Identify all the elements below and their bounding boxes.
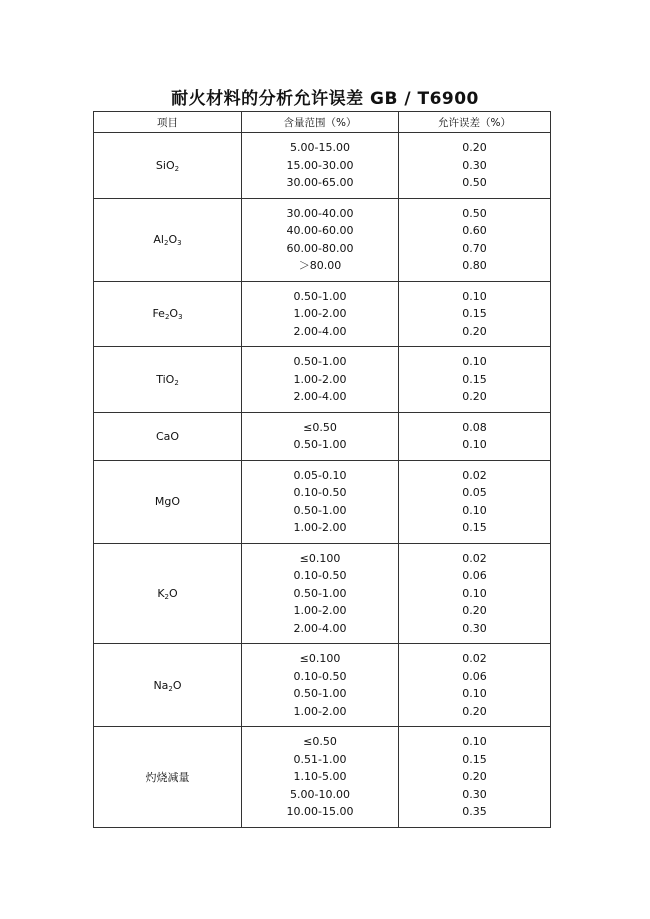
item-name-part: Na	[153, 678, 169, 692]
range-value: ≤0.50	[303, 735, 337, 748]
table-row	[94, 543, 551, 644]
tolerance-value: 0.10	[462, 735, 487, 748]
range-cell	[242, 727, 399, 828]
tolerance-value: 0.15	[462, 307, 487, 320]
item-name-part: K	[157, 586, 165, 600]
column-header-item: 项目	[94, 112, 242, 133]
range-value: 15.00-30.00	[286, 158, 354, 172]
range-value: 0.10-0.50	[293, 569, 347, 582]
item-cell	[94, 281, 242, 347]
item-name-part: Al	[153, 233, 164, 246]
range-value: 0.50-1.00	[293, 438, 347, 451]
range-value: 2.00-4.00	[293, 621, 347, 635]
tolerance-value: 0.02	[462, 652, 487, 665]
tolerance-cell	[399, 543, 551, 644]
range-value: 2.00-4.00	[293, 324, 347, 338]
range-cell	[242, 133, 399, 199]
column-header-range: 含量范围（%）	[242, 112, 399, 133]
range-value: 1.10-5.00	[293, 770, 347, 783]
item-name-part: 3	[177, 239, 182, 247]
tolerance-value: 0.80	[462, 259, 487, 272]
range-value: 0.51-1.00	[293, 752, 347, 766]
range-value: 1.00-2.00	[293, 604, 347, 617]
item-cell	[94, 412, 242, 460]
item-name-part: 2	[174, 378, 179, 387]
table-row	[94, 198, 551, 281]
tolerance-cell	[399, 198, 551, 281]
item-cell	[94, 543, 242, 644]
tolerance-cell	[399, 133, 551, 199]
range-value: 0.50-1.00	[293, 687, 347, 700]
tolerance-value: 0.50	[462, 176, 487, 189]
item-name-part: 2	[168, 684, 173, 693]
item-cell	[94, 644, 242, 727]
range-value: 0.50-1.00	[293, 586, 347, 600]
page-title: 耐火材料的分析允许误差 GB / T6900	[171, 89, 479, 109]
item-cell	[94, 198, 242, 281]
table-row	[94, 347, 551, 413]
range-value: 30.00-65.00	[286, 176, 354, 189]
item-name-part: O	[168, 233, 178, 246]
item-name-part: O	[169, 307, 179, 321]
tolerance-value: 0.60	[462, 224, 487, 237]
tolerance-value: 0.06	[462, 669, 487, 683]
item-name-part: 3	[178, 313, 183, 322]
tolerance-value: 0.15	[462, 372, 487, 386]
range-cell	[242, 198, 399, 281]
item-name-part: O	[172, 678, 182, 692]
item-cell	[94, 347, 242, 413]
tolerance-table	[93, 111, 551, 828]
table-row	[94, 727, 551, 828]
item-cell	[94, 133, 242, 199]
range-value: 0.50-1.00	[293, 503, 347, 517]
tolerance-value: 0.15	[462, 752, 487, 766]
tolerance-value: 0.02	[462, 468, 487, 482]
item-name-part: 2	[174, 164, 180, 173]
range-value: 0.05-0.10	[293, 468, 347, 482]
tolerance-value: 0.06	[462, 569, 487, 582]
tolerance-value: 0.08	[462, 420, 487, 434]
item-name-part: 2	[163, 239, 169, 247]
range-value: 0.50-1.00	[293, 289, 347, 303]
range-value: 1.00-2.00	[293, 704, 347, 718]
range-value: 0.10-0.50	[293, 486, 347, 499]
column-header-tolerance: 允许误差（%）	[399, 112, 551, 133]
tolerance-cell	[399, 644, 551, 727]
table-body	[94, 133, 551, 828]
item-name-part: SiO	[155, 158, 175, 172]
tolerance-value: 0.20	[462, 770, 487, 783]
tolerance-value: 0.30	[462, 787, 487, 801]
table-header-row	[94, 112, 551, 133]
range-value: 1.00-2.00	[293, 521, 347, 534]
tolerance-value: 0.20	[462, 704, 487, 718]
item-name-part: CaO	[155, 429, 180, 443]
range-cell	[242, 543, 399, 644]
range-value: ≤0.50	[303, 420, 337, 434]
range-value: 2.00-4.00	[293, 390, 347, 403]
tolerance-value: 0.20	[462, 604, 487, 617]
tolerance-value: 0.02	[462, 551, 487, 565]
tolerance-value: 0.20	[462, 141, 487, 154]
range-value: 30.00-40.00	[286, 206, 354, 220]
item-name-part: 2	[164, 313, 170, 322]
item-cell	[94, 460, 242, 543]
tolerance-value: 0.30	[462, 621, 487, 635]
range-value: 60.00-80.00	[286, 241, 354, 255]
tolerance-cell	[399, 347, 551, 413]
table-row	[94, 133, 551, 199]
tolerance-value: 0.35	[462, 805, 487, 818]
range-value: 0.10-0.50	[293, 669, 347, 683]
range-cell	[242, 460, 399, 543]
item-name-part: MgO	[154, 495, 181, 508]
range-value: ≤0.100	[299, 652, 341, 665]
table-row	[94, 460, 551, 543]
table-row	[94, 412, 551, 460]
range-cell	[242, 644, 399, 727]
tolerance-value: 0.20	[462, 324, 487, 338]
range-value: 5.00-15.00	[290, 141, 350, 154]
table-row	[94, 281, 551, 347]
range-value: ＞80.00	[298, 259, 342, 272]
table-row	[94, 644, 551, 727]
range-value: 10.00-15.00	[286, 805, 354, 818]
range-cell	[242, 412, 399, 460]
tolerance-value: 0.20	[462, 390, 487, 403]
tolerance-value: 0.05	[462, 486, 487, 499]
tolerance-value: 0.10	[462, 503, 487, 517]
tolerance-cell	[399, 460, 551, 543]
item-name-part: O	[169, 586, 178, 600]
item-cell	[94, 727, 242, 828]
item-name-part: 2	[164, 592, 169, 601]
tolerance-value: 0.15	[462, 521, 487, 534]
item-name-part: Fe	[152, 307, 165, 321]
tolerance-value: 0.10	[462, 355, 487, 368]
range-value: 1.00-2.00	[293, 372, 347, 386]
range-cell	[242, 347, 399, 413]
tolerance-cell	[399, 727, 551, 828]
range-value: 1.00-2.00	[293, 307, 347, 320]
range-value: 40.00-60.00	[286, 224, 354, 237]
item-name-part: TiO	[156, 372, 175, 386]
range-value: ≤0.100	[299, 551, 341, 565]
tolerance-value: 0.10	[462, 289, 487, 303]
tolerance-cell	[399, 281, 551, 347]
tolerance-value: 0.10	[462, 586, 487, 600]
tolerance-value: 0.50	[462, 206, 487, 220]
tolerance-value: 0.10	[462, 687, 487, 700]
item-name-part: 灼烧减量	[145, 770, 190, 784]
tolerance-value: 0.30	[462, 158, 487, 172]
tolerance-cell	[399, 412, 551, 460]
range-value: 5.00-10.00	[290, 787, 350, 801]
range-value: 0.50-1.00	[293, 355, 347, 368]
tolerance-value: 0.10	[462, 438, 487, 451]
tolerance-value: 0.70	[462, 241, 487, 255]
range-cell	[242, 281, 399, 347]
